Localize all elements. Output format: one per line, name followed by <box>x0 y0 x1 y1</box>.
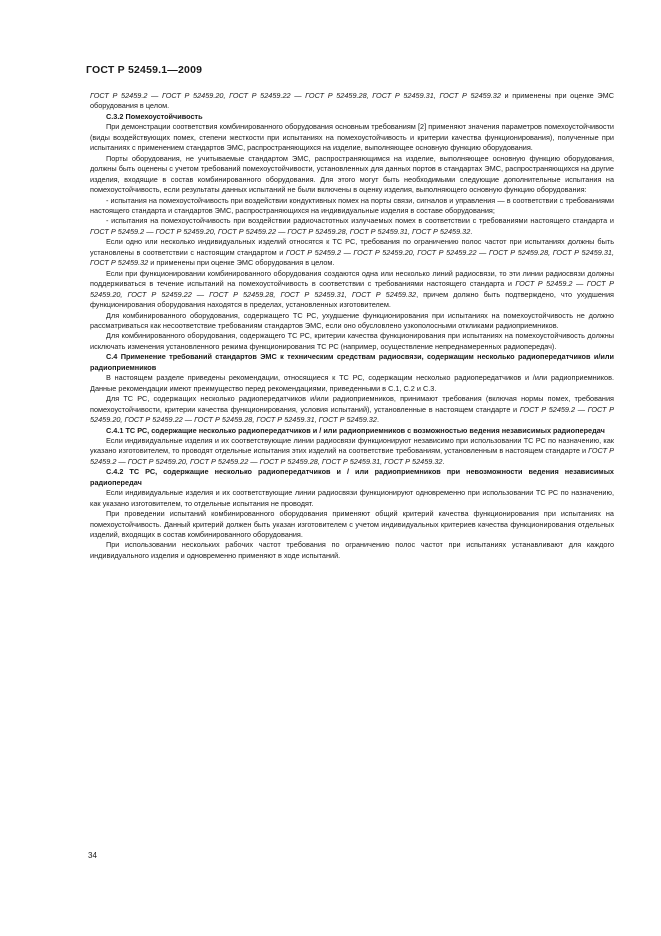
standard-reference: ГОСТ Р 52459.2 — ГОСТ Р 52459.20, ГОСТ Р 52459.22 — ГОСТ Р 52459.28, ГОСТ Р 52459.31, ГОСТ Р 52459.32 <box>90 446 614 466</box>
page-number: 34 <box>88 851 97 860</box>
paragraph <box>90 122 614 153</box>
section-heading <box>90 352 614 373</box>
paragraph <box>90 269 614 311</box>
paragraph <box>90 154 614 196</box>
text-run: Для комбинированного оборудования, содержащего ТС РС, критерии качества функционирования при испытаниях на помехоустойчивость должны исключать изменения установленного режима функционирования ТС РС (например, осуществление непреднамеренных радиопередач). <box>90 331 614 351</box>
text-run: Если при функционировании комбинированного оборудования создаются одна или несколько линий радиосвязи, то эти линии радиосвязи должны поддерживаться в течение испытаний на помехоустойчивость в соответствии с требованиями настоящего стандарта и <box>90 268 614 289</box>
paragraph <box>90 216 614 237</box>
paragraph <box>90 540 614 561</box>
standard-reference: ГОСТ Р 52459.2 — ГОСТ Р 52459.20, ГОСТ Р 52459.22 — ГОСТ Р 52459.28, ГОСТ Р 52459.31, ГОСТ Р 52459.32 <box>90 404 614 425</box>
document-page <box>86 64 614 561</box>
standard-reference: ГОСТ Р 52459.2 — ГОСТ Р 52459.20, ГОСТ Р 52459.22 — ГОСТ Р 52459.28, ГОСТ Р 52459.31, ГОСТ Р 52459.32 <box>90 91 501 100</box>
text-run: С.4.2 ТС РС, содержащие несколько радиопередатчиков и / или радиоприемников при невозможности ведения независимых радиопередач <box>90 467 614 487</box>
paragraph <box>90 509 614 540</box>
text-run: , причем должно быть подтверждено, что ухудшения функционирования оборудования находятся в пределах, установленных изготовителем. <box>90 289 614 310</box>
paragraph <box>90 436 614 467</box>
text-run: . <box>376 415 379 425</box>
standard-reference: ГОСТ Р 52459.2 — ГОСТ Р 52459.20, ГОСТ Р 52459.22 — ГОСТ Р 52459.28, ГОСТ Р 52459.31, ГОСТ Р 52459.32 <box>90 226 471 236</box>
text-run: При использовании нескольких рабочих частот требования по ограничению полос частот при испытаниях устанавливают для каждого индивидуального изделия и одновременно применяют в ходе испытаний. <box>90 540 614 560</box>
paragraph <box>90 91 614 112</box>
text-run: При проведении испытаний комбинированного оборудования применяют общий критерий качества функционирования при испытаниях на помехоустойчивость. Данный критерий должен быть указан изготовителем с учетом индивидуальных критериев качества функционирования отдельных изделий, входящих в состав комбинированного оборудования. <box>90 509 614 540</box>
paragraph <box>90 394 614 425</box>
text-run: - испытания на помехоустойчивость при воздействии кондуктивных помех на порты связи, сигналов и управления — в соответствии с требованиями настоящего стандарта и стандартов ЭМС, распространяющихся на индивидуальные изделия в составе оборудования; <box>90 195 614 215</box>
text-run: - испытания на помехоустойчивость при воздействии радиочастотных излучаемых помех в соответствии с требованиями настоящего стандарта и <box>106 216 614 226</box>
text-run: В настоящем разделе приведены рекомендации, относящиеся к ТС РС, содержащим несколько радиопередатчиков и /или радиоприемников. Данные рекомендации имеют преимущество перед рекомендациями, приведенными в С.1, С.2 и С.3. <box>90 373 614 393</box>
standard-reference: ГОСТ Р 52459.2 — ГОСТ Р 52459.20, ГОСТ Р 52459.22 — ГОСТ Р 52459.28, ГОСТ Р 52459.31, ГОСТ Р 52459.32 <box>90 279 614 299</box>
paragraph <box>90 488 614 509</box>
paragraph <box>90 311 614 332</box>
text-run: . <box>470 226 473 236</box>
standard-reference: ГОСТ Р 52459.2 — ГОСТ Р 52459.20, ГОСТ Р 52459.22 — ГОСТ Р 52459.28, ГОСТ Р 52459.31, ГОСТ Р 52459.32 <box>90 247 614 268</box>
text-run: Если индивидуальные изделия и их соответствующие линии радиосвязи функционируют одновременно при использовании ТС РС по назначению, как указано изготовителем, то отдельные испытания не проводят. <box>90 488 614 508</box>
text-run: С.3.2 Помехоустойчивость <box>106 111 203 121</box>
text-run: Если индивидуальные изделия и их соответствующие линии радиосвязи функционируют независимо при использовании ТС РС по назначению, как указано изготовителем, то проводят отдельные испытания этих изделий на соответствие требованиям, установленным в настоящем стандарте и <box>90 435 614 456</box>
text-run: Для комбинированного оборудования, содержащего ТС РС, ухудшение функционирования при испытаниях на помехоустойчивость не должно рассматриваться как несоответствие требованиям стандартов ЭМС, если оно обусловлено узкополосными откликами радиоприемников. <box>90 310 614 330</box>
section-heading <box>90 467 614 488</box>
paragraph <box>90 331 614 352</box>
text-run: и применены при оценке ЭМС оборудования в целом. <box>90 91 614 111</box>
text-run: Если одно или несколько индивидуальных изделий относятся к ТС РС, требования по ограничению полос частот при испытаниях должны быть установлены в соответствии с настоящим стандартом и <box>90 237 614 257</box>
text-run: Порты оборудования, не учитываемые стандартом ЭМС, распространяющимся на изделие, выполняющее основную функцию оборудования, должны быть оценены с учетом требований помехоустойчивости, установленных для данных портов в стандартах ЭМС, распространяющихся на другие изделия, входящие в состав комбинированного оборудования. Для этого могут быть необходимыми следующие дополнительные испытания на помехоустойчивость, если результаты данных испытаний не были включены в оценку изделия, выполняющего основную функцию оборудования: <box>90 153 614 195</box>
document-header: ГОСТ Р 52459.1—2009 <box>86 64 203 76</box>
text-run: Для ТС РС, содержащих несколько радиопередатчиков и/или радиоприемников, принимают требования (включая нормы помех, требования помехоустойчивости, критерии качества функционирования, условия испытаний), установленные в настоящем стандарте и <box>90 394 614 414</box>
text-run: . <box>442 456 445 466</box>
text-run: С.4 Применение требований стандартов ЭМС к техническим средствам радиосвязи, содержащим несколько радиопередатчиков и/или радиоприемников <box>90 352 614 372</box>
section-heading <box>90 112 614 122</box>
text-run: При демонстрации соответствия комбинированного оборудования основным требованиям [2] применяют значения параметров помехоустойчивости (виды воздействующих помех, степени жесткости при испытаниях на помехоустойчивость и критерии качества функционирования), полученные при испытаниях с применением стандартов ЭМС, распространяющихся на изделие, выполняющее основную функцию оборудования. <box>90 122 614 153</box>
paragraph <box>90 373 614 394</box>
text-run: и применены при оценке ЭМС оборудования в целом. <box>148 258 335 268</box>
paragraph <box>90 237 614 268</box>
section-heading <box>90 426 614 436</box>
paragraph <box>90 196 614 217</box>
text-run: С.4.1 ТС РС, содержащие несколько радиопередатчиков и / или радиоприемников с возможностью ведения независимых радиопередач <box>106 425 605 435</box>
document-body <box>90 91 614 561</box>
